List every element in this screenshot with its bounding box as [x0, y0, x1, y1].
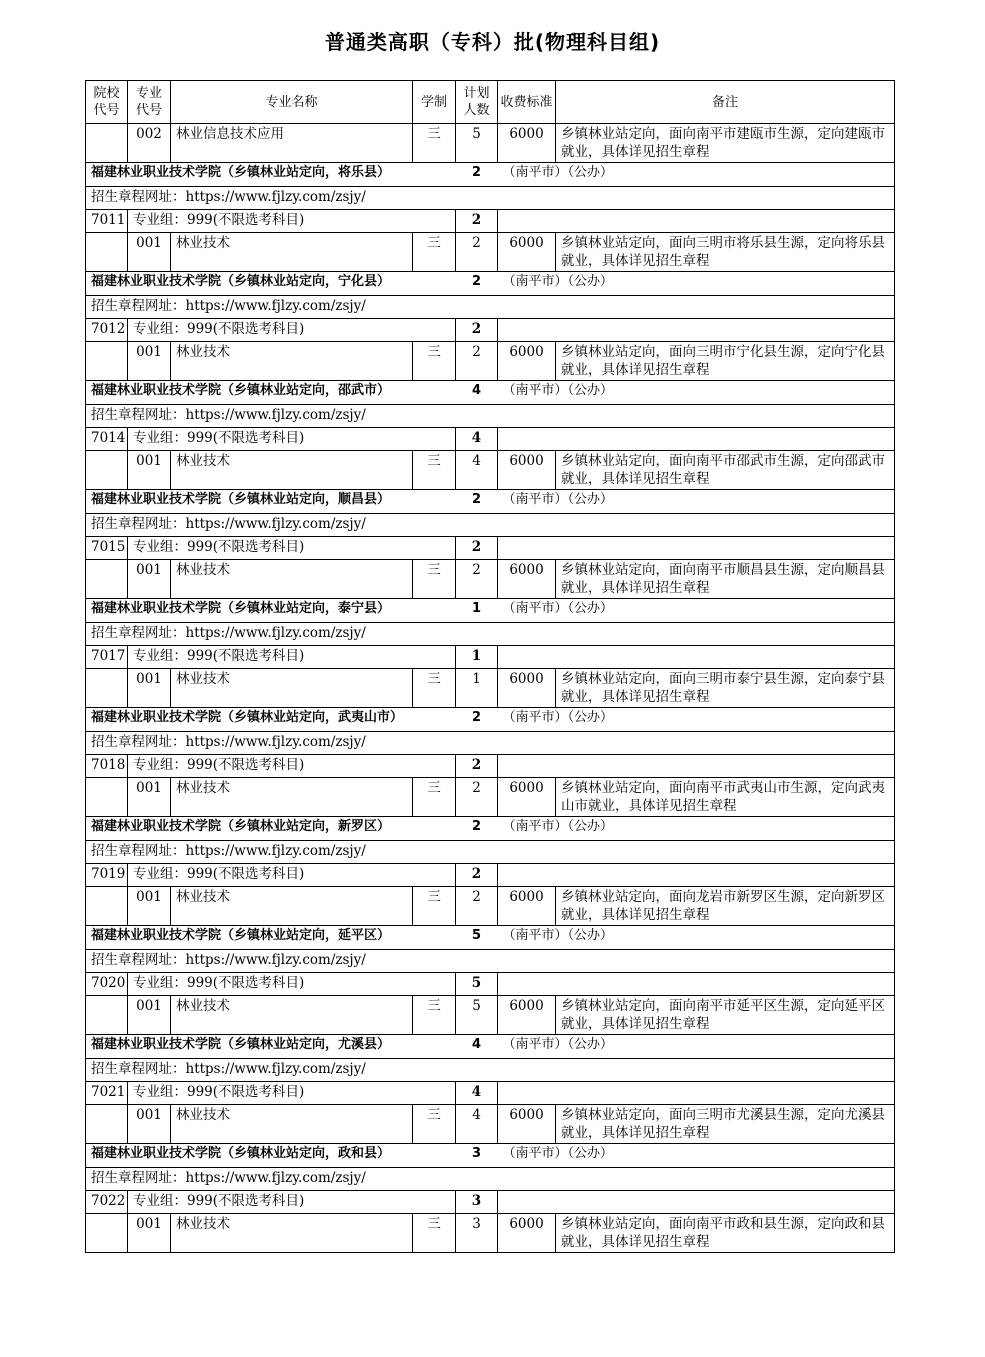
major-row — [86, 342, 895, 381]
school-website: 招生章程网址：https://www.fjlzy.com/zsjy/ — [86, 405, 895, 428]
school-location: （南平市）（公办） — [498, 1144, 895, 1168]
major-row — [86, 451, 895, 490]
group-row — [86, 755, 895, 778]
major-duration: 三 — [413, 1105, 456, 1144]
major-name: 林业技术 — [171, 342, 413, 381]
group-plan: 5 — [456, 973, 498, 996]
major-fee: 6000 — [498, 1105, 556, 1144]
school-name: 福建林业职业技术学院（乡镇林业站定向，政和县） — [91, 1146, 391, 1161]
school-name: 福建林业职业技术学院（乡镇林业站定向，顺昌县） — [91, 492, 391, 507]
school-location: （南平市）（公办） — [498, 163, 895, 187]
website-row — [86, 514, 895, 537]
website-row — [86, 296, 895, 319]
school-row — [86, 490, 895, 514]
major-fee: 6000 — [498, 124, 556, 163]
major-plan: 3 — [456, 1214, 498, 1253]
school-plan: 4 — [456, 381, 498, 405]
school-name-cell — [86, 381, 456, 405]
group-name: 专业组：999(不限选考科目) — [128, 537, 456, 560]
major-fee: 6000 — [498, 1214, 556, 1253]
website-row — [86, 1059, 895, 1082]
group-plan: 2 — [456, 755, 498, 778]
group-name: 专业组：999(不限选考科目) — [128, 1082, 456, 1105]
major-fee: 6000 — [498, 887, 556, 926]
major-name: 林业技术 — [171, 1214, 413, 1253]
school-code: 7012 — [86, 319, 128, 342]
group-row — [86, 1082, 895, 1105]
header-major-name: 专业名称 — [171, 81, 413, 124]
group-plan: 2 — [456, 319, 498, 342]
group-row — [86, 537, 895, 560]
school-website: 招生章程网址：https://www.fjlzy.com/zsjy/ — [86, 732, 895, 755]
group-row — [86, 319, 895, 342]
group-row — [86, 973, 895, 996]
group-plan: 2 — [456, 864, 498, 887]
school-website: 招生章程网址：https://www.fjlzy.com/zsjy/ — [86, 296, 895, 319]
group-empty — [498, 428, 895, 451]
school-plan: 5 — [456, 926, 498, 950]
school-website: 招生章程网址：https://www.fjlzy.com/zsjy/ — [86, 1059, 895, 1082]
website-row — [86, 841, 895, 864]
group-row — [86, 646, 895, 669]
school-location: （南平市）（公办） — [498, 599, 895, 623]
major-row — [86, 1214, 895, 1253]
major-duration: 三 — [413, 451, 456, 490]
major-note: 乡镇林业站定向，面向南平市政和县生源，定向政和县就业，具体详见招生章程 — [556, 1214, 895, 1253]
school-plan: 2 — [456, 708, 498, 732]
major-duration: 三 — [413, 669, 456, 708]
school-row — [86, 599, 895, 623]
major-name: 林业技术 — [171, 778, 413, 817]
school-name-cell — [86, 926, 456, 950]
group-row — [86, 428, 895, 451]
school-location: （南平市）（公办） — [498, 490, 895, 514]
school-plan: 2 — [456, 163, 498, 187]
header-major-code: 专业代号 — [128, 81, 171, 124]
major-row — [86, 887, 895, 926]
group-plan: 1 — [456, 646, 498, 669]
school-code-cell — [86, 996, 128, 1035]
school-name-cell — [86, 1144, 456, 1168]
group-empty — [498, 1082, 895, 1105]
school-name: 福建林业职业技术学院（乡镇林业站定向，将乐县） — [91, 165, 391, 180]
header-school-code: 院校代号 — [86, 81, 128, 124]
major-code: 002 — [128, 124, 171, 163]
school-name-cell — [86, 817, 456, 841]
major-plan: 2 — [456, 887, 498, 926]
major-note: 乡镇林业站定向，面向南平市武夷山市生源，定向武夷山市就业，具体详见招生章程 — [556, 778, 895, 817]
group-plan: 2 — [456, 537, 498, 560]
school-code-cell — [86, 1105, 128, 1144]
school-website: 招生章程网址：https://www.fjlzy.com/zsjy/ — [86, 950, 895, 973]
major-fee: 6000 — [498, 451, 556, 490]
major-code: 001 — [128, 451, 171, 490]
school-name: 福建林业职业技术学院（乡镇林业站定向，新罗区） — [91, 819, 391, 834]
school-location: （南平市）（公办） — [498, 381, 895, 405]
school-code-cell — [86, 560, 128, 599]
group-row — [86, 1191, 895, 1214]
major-fee: 6000 — [498, 996, 556, 1035]
school-code: 7011 — [86, 210, 128, 233]
major-code: 001 — [128, 669, 171, 708]
school-location: （南平市）（公办） — [498, 272, 895, 296]
school-location: （南平市）（公办） — [498, 926, 895, 950]
major-row — [86, 233, 895, 272]
group-name: 专业组：999(不限选考科目) — [128, 973, 456, 996]
major-note: 乡镇林业站定向，面向南平市顺昌县生源，定向顺昌县就业，具体详见招生章程 — [556, 560, 895, 599]
major-code: 001 — [128, 342, 171, 381]
major-row — [86, 124, 895, 163]
group-empty — [498, 537, 895, 560]
school-location: （南平市）（公办） — [498, 1035, 895, 1059]
school-location: （南平市）（公办） — [498, 817, 895, 841]
major-plan: 2 — [456, 233, 498, 272]
major-name: 林业技术 — [171, 233, 413, 272]
major-code: 001 — [128, 233, 171, 272]
table-header-row — [86, 81, 895, 124]
school-code-cell — [86, 342, 128, 381]
header-plan: 计划人数 — [456, 81, 498, 124]
school-row — [86, 708, 895, 732]
school-plan: 2 — [456, 817, 498, 841]
school-name: 福建林业职业技术学院（乡镇林业站定向，武夷山市） — [91, 710, 404, 725]
school-code-cell — [86, 124, 128, 163]
school-code: 7021 — [86, 1082, 128, 1105]
group-name: 专业组：999(不限选考科目) — [128, 1191, 456, 1214]
group-row — [86, 864, 895, 887]
school-website: 招生章程网址：https://www.fjlzy.com/zsjy/ — [86, 1168, 895, 1191]
major-code: 001 — [128, 1105, 171, 1144]
website-row — [86, 187, 895, 210]
major-duration: 三 — [413, 1214, 456, 1253]
group-name: 专业组：999(不限选考科目) — [128, 864, 456, 887]
school-website: 招生章程网址：https://www.fjlzy.com/zsjy/ — [86, 514, 895, 537]
group-name: 专业组：999(不限选考科目) — [128, 428, 456, 451]
group-empty — [498, 1191, 895, 1214]
group-empty — [498, 646, 895, 669]
major-name: 林业技术 — [171, 887, 413, 926]
major-row — [86, 560, 895, 599]
major-plan: 1 — [456, 669, 498, 708]
major-code: 001 — [128, 996, 171, 1035]
group-name: 专业组：999(不限选考科目) — [128, 319, 456, 342]
header-note: 备注 — [556, 81, 895, 124]
group-empty — [498, 864, 895, 887]
major-fee: 6000 — [498, 560, 556, 599]
major-code: 001 — [128, 560, 171, 599]
group-empty — [498, 755, 895, 778]
header-duration: 学制 — [413, 81, 456, 124]
school-location: （南平市）（公办） — [498, 708, 895, 732]
major-name: 林业技术 — [171, 560, 413, 599]
major-plan: 5 — [456, 996, 498, 1035]
major-note: 乡镇林业站定向，面向三明市将乐县生源，定向将乐县就业，具体详见招生章程 — [556, 233, 895, 272]
group-empty — [498, 319, 895, 342]
website-row — [86, 405, 895, 428]
school-row — [86, 926, 895, 950]
major-plan: 5 — [456, 124, 498, 163]
major-code: 001 — [128, 887, 171, 926]
group-empty — [498, 973, 895, 996]
major-note: 乡镇林业站定向，面向南平市建瓯市生源，定向建瓯市就业，具体详见招生章程 — [556, 124, 895, 163]
school-code: 7014 — [86, 428, 128, 451]
major-duration: 三 — [413, 124, 456, 163]
major-duration: 三 — [413, 778, 456, 817]
major-row — [86, 669, 895, 708]
school-code-cell — [86, 887, 128, 926]
school-row — [86, 272, 895, 296]
school-name-cell — [86, 163, 456, 187]
school-code-cell — [86, 451, 128, 490]
major-duration: 三 — [413, 996, 456, 1035]
major-note: 乡镇林业站定向，面向三明市尤溪县生源，定向尤溪县就业，具体详见招生章程 — [556, 1105, 895, 1144]
major-row — [86, 996, 895, 1035]
major-fee: 6000 — [498, 669, 556, 708]
major-plan: 2 — [456, 560, 498, 599]
major-name: 林业信息技术应用 — [171, 124, 413, 163]
major-duration: 三 — [413, 233, 456, 272]
school-code-cell — [86, 778, 128, 817]
website-row — [86, 1168, 895, 1191]
major-name: 林业技术 — [171, 1105, 413, 1144]
group-name: 专业组：999(不限选考科目) — [128, 755, 456, 778]
major-code: 001 — [128, 778, 171, 817]
school-code: 7020 — [86, 973, 128, 996]
school-row — [86, 1144, 895, 1168]
school-name: 福建林业职业技术学院（乡镇林业站定向，延平区） — [91, 928, 391, 943]
major-duration: 三 — [413, 560, 456, 599]
major-code: 001 — [128, 1214, 171, 1253]
group-plan: 3 — [456, 1191, 498, 1214]
major-note: 乡镇林业站定向，面向南平市延平区生源，定向延平区就业，具体详见招生章程 — [556, 996, 895, 1035]
school-name: 福建林业职业技术学院（乡镇林业站定向，尤溪县） — [91, 1037, 391, 1052]
major-name: 林业技术 — [171, 451, 413, 490]
school-website: 招生章程网址：https://www.fjlzy.com/zsjy/ — [86, 187, 895, 210]
school-plan: 2 — [456, 272, 498, 296]
school-name-cell — [86, 490, 456, 514]
school-code: 7017 — [86, 646, 128, 669]
major-fee: 6000 — [498, 233, 556, 272]
school-name: 福建林业职业技术学院（乡镇林业站定向，邵武市） — [91, 383, 391, 398]
school-website: 招生章程网址：https://www.fjlzy.com/zsjy/ — [86, 623, 895, 646]
school-code-cell — [86, 669, 128, 708]
major-note: 乡镇林业站定向，面向南平市邵武市生源，定向邵武市就业，具体详见招生章程 — [556, 451, 895, 490]
major-name: 林业技术 — [171, 996, 413, 1035]
school-name-cell — [86, 272, 456, 296]
major-note: 乡镇林业站定向，面向三明市宁化县生源，定向宁化县就业，具体详见招生章程 — [556, 342, 895, 381]
school-code: 7019 — [86, 864, 128, 887]
website-row — [86, 732, 895, 755]
header-fee: 收费标准 — [498, 81, 556, 124]
major-duration: 三 — [413, 887, 456, 926]
major-fee: 6000 — [498, 342, 556, 381]
major-name: 林业技术 — [171, 669, 413, 708]
group-row — [86, 210, 895, 233]
school-row — [86, 163, 895, 187]
major-plan: 4 — [456, 451, 498, 490]
school-plan: 4 — [456, 1035, 498, 1059]
major-duration: 三 — [413, 342, 456, 381]
school-row — [86, 381, 895, 405]
group-plan: 4 — [456, 1082, 498, 1105]
website-row — [86, 623, 895, 646]
page-title: 普通类高职（专科）批(物理科目组) — [324, 30, 661, 54]
school-website: 招生章程网址：https://www.fjlzy.com/zsjy/ — [86, 841, 895, 864]
school-plan: 2 — [456, 490, 498, 514]
school-name-cell — [86, 1035, 456, 1059]
group-name: 专业组：999(不限选考科目) — [128, 646, 456, 669]
major-plan: 2 — [456, 342, 498, 381]
group-plan: 2 — [456, 210, 498, 233]
major-plan: 2 — [456, 778, 498, 817]
school-row — [86, 1035, 895, 1059]
school-name: 福建林业职业技术学院（乡镇林业站定向，泰宁县） — [91, 601, 391, 616]
major-fee: 6000 — [498, 778, 556, 817]
school-name-cell — [86, 599, 456, 623]
school-name: 福建林业职业技术学院（乡镇林业站定向，宁化县） — [91, 274, 391, 289]
school-name-cell — [86, 708, 456, 732]
group-empty — [498, 210, 895, 233]
group-plan: 4 — [456, 428, 498, 451]
school-code: 7018 — [86, 755, 128, 778]
group-name: 专业组：999(不限选考科目) — [128, 210, 456, 233]
admission-plan-table — [85, 80, 895, 1253]
school-code: 7015 — [86, 537, 128, 560]
major-note: 乡镇林业站定向，面向三明市泰宁县生源，定向泰宁县就业，具体详见招生章程 — [556, 669, 895, 708]
major-note: 乡镇林业站定向，面向龙岩市新罗区生源，定向新罗区就业，具体详见招生章程 — [556, 887, 895, 926]
major-row — [86, 778, 895, 817]
major-plan: 4 — [456, 1105, 498, 1144]
website-row — [86, 950, 895, 973]
major-row — [86, 1105, 895, 1144]
school-code-cell — [86, 233, 128, 272]
school-plan: 1 — [456, 599, 498, 623]
school-code-cell — [86, 1214, 128, 1253]
school-plan: 3 — [456, 1144, 498, 1168]
school-code: 7022 — [86, 1191, 128, 1214]
school-row — [86, 817, 895, 841]
